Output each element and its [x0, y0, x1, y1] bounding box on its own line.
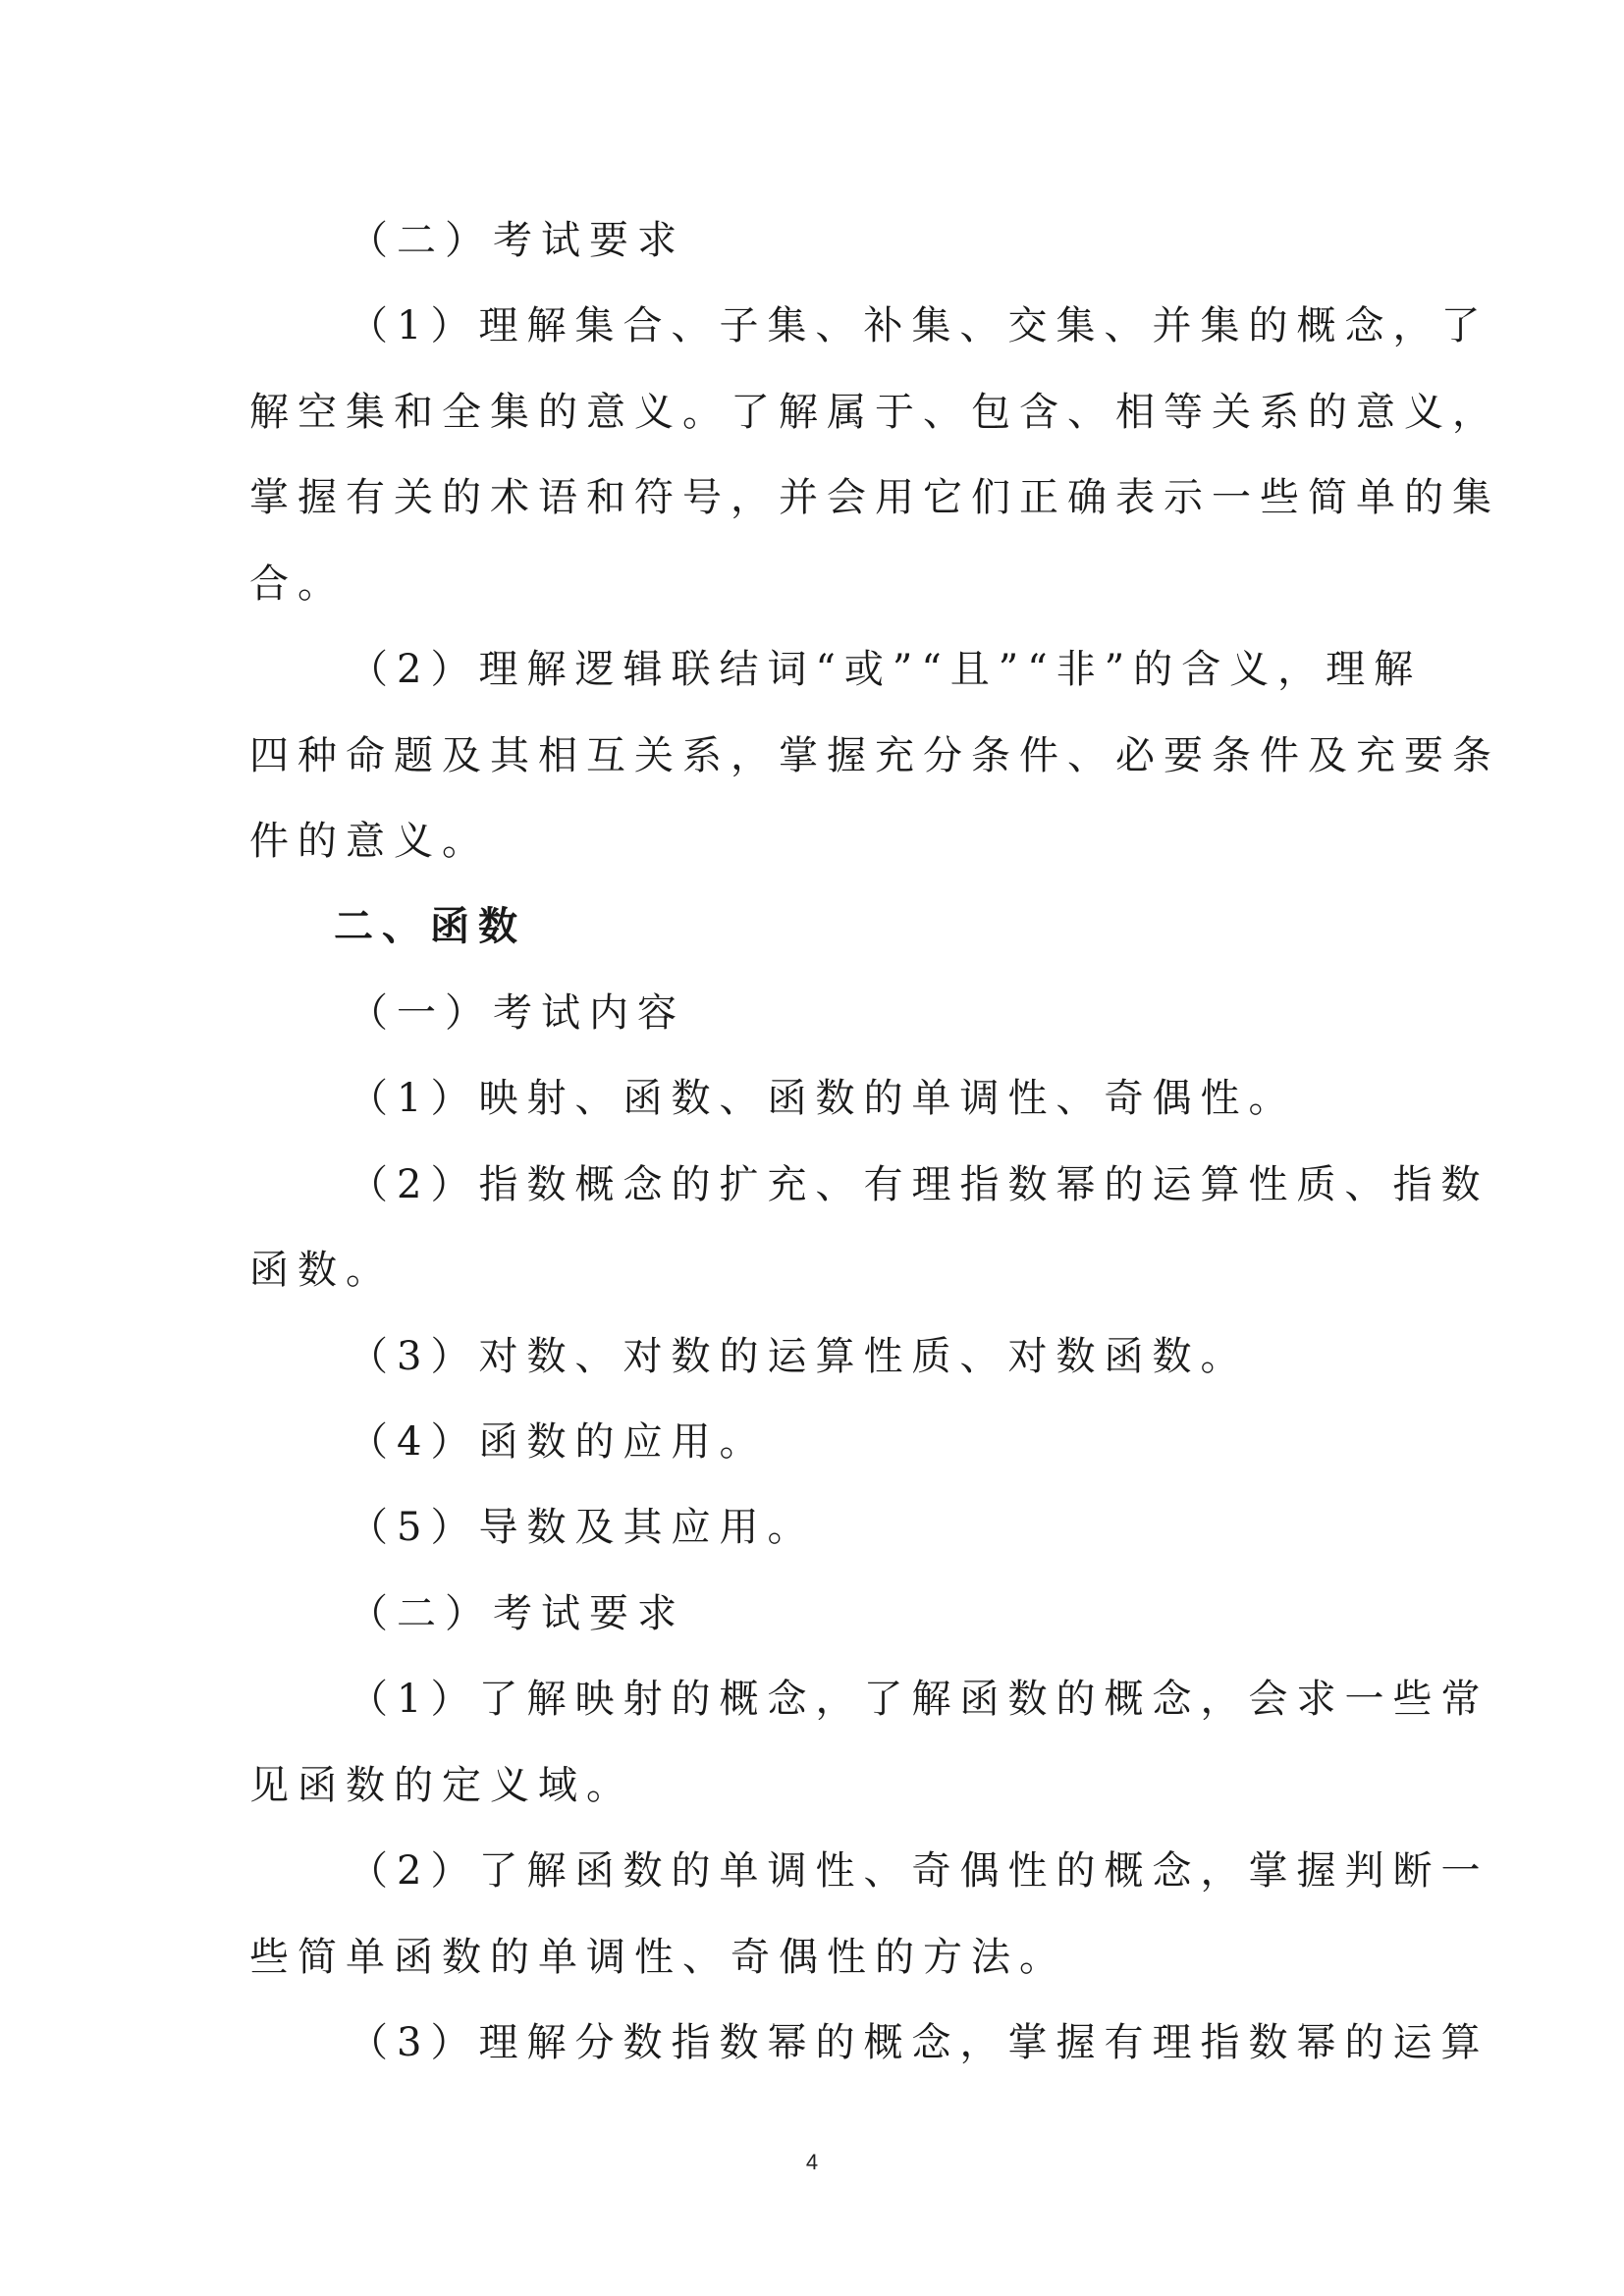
subheading-exam-requirements: （二）考试要求	[349, 218, 685, 263]
paragraph-line: （3）对数、对数的运算性质、对数函数。	[349, 1334, 1249, 1379]
paragraph-line: （5）导数及其应用。	[349, 1505, 816, 1550]
paragraph-line: （2）了解函数的单调性、奇偶性的概念，掌握判断一	[349, 1848, 1489, 1894]
paragraph-line: （1）映射、函数、函数的单调性、奇偶性。	[349, 1076, 1297, 1121]
paragraph-line: （3）理解分数指数幂的概念，掌握有理指数幂的运算	[349, 2020, 1489, 2065]
paragraph-line: 件的意义。	[249, 819, 490, 864]
paragraph-line: 四种命题及其相互关系，掌握充分条件、必要条件及充要条	[249, 733, 1500, 778]
paragraph-line: （4）函数的应用。	[349, 1419, 768, 1465]
page-number: 4	[805, 2150, 819, 2174]
subheading-exam-requirements: （二）考试要求	[349, 1591, 685, 1636]
section-heading-functions: 二、函数	[334, 903, 526, 949]
subheading-exam-content: （一）考试内容	[349, 990, 685, 1036]
paragraph-line: 解空集和全集的意义。了解属于、包含、相等关系的意义，	[249, 390, 1500, 435]
paragraph-line: 掌握有关的术语和符号，并会用它们正确表示一些简单的集	[249, 475, 1500, 520]
paragraph-line: （2）指数概念的扩充、有理指数幂的运算性质、指数	[349, 1162, 1489, 1207]
paragraph-line: 些简单函数的单调性、奇偶性的方法。	[249, 1935, 1067, 1980]
paragraph-line: 见函数的定义域。	[249, 1763, 634, 1808]
paragraph-line: 函数。	[249, 1248, 394, 1293]
paragraph-line: （1）了解映射的概念，了解函数的概念，会求一些常	[349, 1677, 1489, 1722]
paragraph-line: （2）理解逻辑联结词“或”“且”“非”的含义，理解	[349, 647, 1423, 692]
paragraph-line: 合。	[249, 561, 346, 607]
paragraph-line: （1）理解集合、子集、补集、交集、并集的概念，了	[349, 303, 1489, 348]
